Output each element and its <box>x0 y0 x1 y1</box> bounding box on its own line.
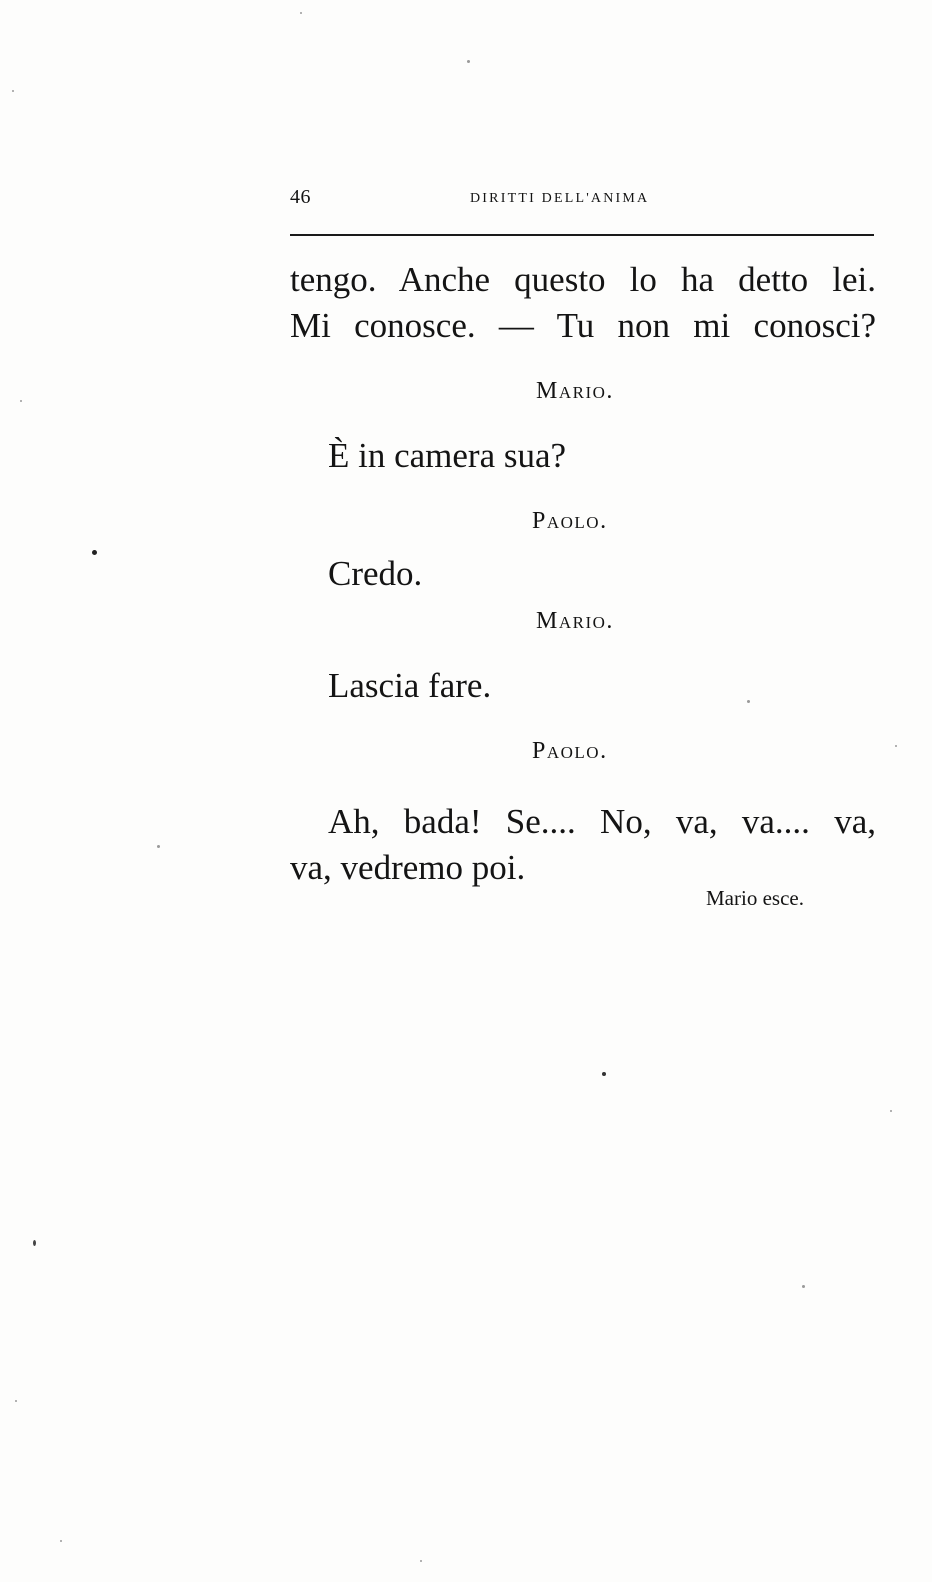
text-line-1: tengo. Anche questo lo ha detto lei. <box>290 260 876 299</box>
speaker-label-mario: Mario. <box>536 378 614 404</box>
scan-speck <box>890 1110 892 1112</box>
scan-speck <box>895 745 897 747</box>
speech-line: Lascia fare. <box>328 666 492 705</box>
speaker-label-mario: Mario. <box>536 608 614 634</box>
scan-speck <box>15 1400 17 1402</box>
scan-speck <box>420 1560 422 1562</box>
scan-speck <box>60 1540 62 1542</box>
speech-line: È in camera sua? <box>328 436 567 475</box>
page-number: 46 <box>290 186 311 208</box>
stage-direction: Mario esce. <box>706 886 804 910</box>
scan-speck <box>92 550 97 555</box>
scan-speck <box>157 845 160 848</box>
scan-speck <box>300 12 302 14</box>
header-rule <box>290 234 874 236</box>
speaker-label-paolo: Paolo. <box>532 508 608 534</box>
speech-line: Credo. <box>328 554 423 593</box>
running-title: DIRITTI DELL'ANIMA <box>470 191 650 206</box>
scan-speck <box>747 700 750 703</box>
scan-speck <box>33 1240 36 1246</box>
speaker-label-paolo: Paolo. <box>532 738 608 764</box>
scan-speck <box>602 1072 606 1076</box>
scan-speck <box>20 400 22 402</box>
scan-speck <box>12 90 14 92</box>
text-line-2: Mi conosce. — Tu non mi conosci? <box>290 306 876 345</box>
speech-line: Ah, bada! Se.... No, va, va.... va, <box>328 802 876 841</box>
scan-speck <box>802 1285 805 1288</box>
page-header <box>290 180 880 220</box>
scan-speck <box>467 60 470 63</box>
speech-line: va, vedremo poi. <box>290 848 526 887</box>
